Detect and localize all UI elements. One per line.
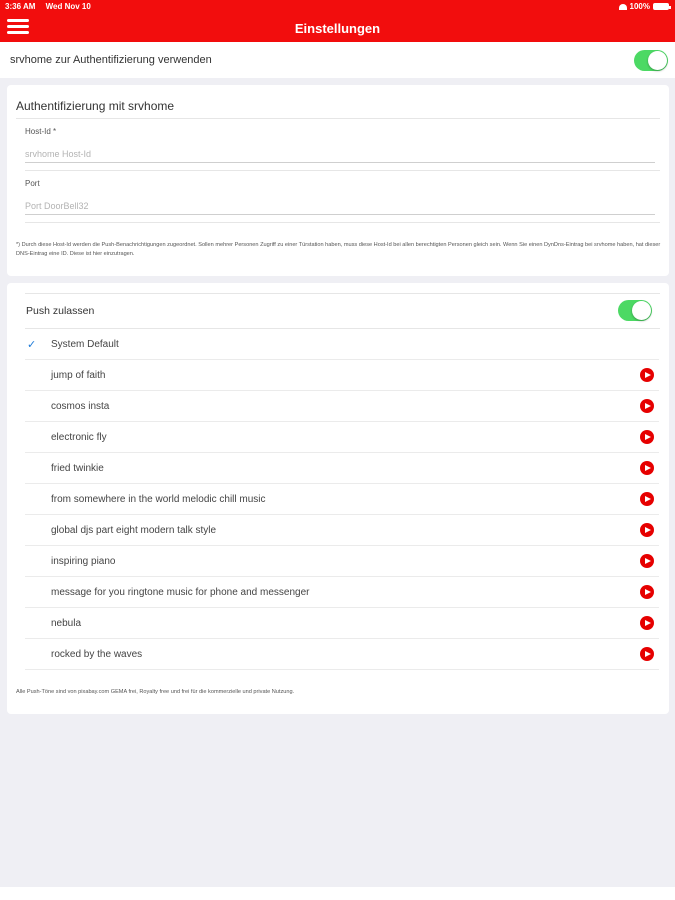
play-icon[interactable] bbox=[640, 461, 654, 475]
host-id-label: Host-Id * bbox=[25, 127, 57, 136]
host-id-footnote: *) Durch diese Host-Id werden die Push-Benachrichtigungen zugeordnet. Sollen mehrer Personen Zugriff zu einer Türstation haben, muss diese Host-Id bei allen berechtigten Personen gleich sein. Wenn Sie einen DynDns-Eintrag bei srvhome haben, hat dieser DNS-Eintrag eine ID. Diese ist hier einzutragen. bbox=[16, 242, 661, 257]
sound-row[interactable] bbox=[25, 360, 659, 391]
sound-row[interactable] bbox=[25, 639, 659, 670]
play-icon[interactable] bbox=[640, 647, 654, 661]
play-icon[interactable] bbox=[640, 585, 654, 599]
push-allow-label: Push zulassen bbox=[26, 305, 95, 317]
sound-name: inspiring piano bbox=[51, 556, 116, 567]
port-input[interactable] bbox=[25, 197, 655, 215]
auth-section-title: Authentifizierung mit srvhome bbox=[16, 99, 175, 113]
divider bbox=[16, 118, 660, 119]
battery-icon bbox=[653, 3, 669, 10]
sound-name: from somewhere in the world melodic chill music bbox=[51, 494, 266, 505]
auth-toggle-row bbox=[0, 42, 675, 78]
battery-percent: 100% bbox=[629, 2, 650, 11]
status-bar bbox=[5, 2, 99, 11]
sound-name: cosmos insta bbox=[51, 401, 110, 412]
play-icon[interactable] bbox=[640, 368, 654, 382]
app-header bbox=[0, 0, 675, 42]
divider bbox=[25, 222, 660, 223]
play-icon[interactable] bbox=[640, 492, 654, 506]
sound-name: electronic fly bbox=[51, 432, 107, 443]
play-icon[interactable] bbox=[640, 523, 654, 537]
sound-name: System Default bbox=[51, 339, 119, 350]
host-id-input[interactable] bbox=[25, 145, 655, 163]
divider bbox=[25, 170, 660, 171]
sounds-credit: Alle Push-Töne sind von pixabay.com GEMA frei, Royalty free und frei für die kommerzielle und private Nutzung. bbox=[16, 689, 295, 695]
checkmark-icon: ✓ bbox=[27, 339, 37, 351]
play-icon[interactable] bbox=[640, 430, 654, 444]
wifi-icon bbox=[619, 4, 627, 10]
sound-name: rocked by the waves bbox=[51, 649, 143, 660]
status-date: Wed Nov 10 bbox=[45, 2, 91, 11]
divider bbox=[25, 293, 660, 294]
auth-card bbox=[7, 85, 669, 276]
status-time: 3:36 AM bbox=[5, 2, 36, 11]
push-toggle[interactable] bbox=[618, 300, 652, 321]
sound-row[interactable] bbox=[25, 484, 659, 515]
sound-name: fried twinkie bbox=[51, 463, 104, 474]
sound-row[interactable] bbox=[25, 608, 659, 639]
sound-row[interactable] bbox=[25, 515, 659, 546]
sound-row[interactable] bbox=[25, 546, 659, 577]
sound-row-default[interactable] bbox=[25, 329, 659, 360]
status-indicators bbox=[619, 2, 669, 11]
port-label: Port bbox=[25, 179, 40, 188]
sound-name: message for you ringtone music for phone and messenger bbox=[51, 587, 310, 598]
auth-toggle[interactable] bbox=[634, 50, 668, 71]
play-icon[interactable] bbox=[640, 616, 654, 630]
play-icon[interactable] bbox=[640, 399, 654, 413]
page-title: Einstellungen bbox=[294, 21, 381, 36]
play-icon[interactable] bbox=[640, 554, 654, 568]
auth-toggle-label: srvhome zur Authentifizierung verwenden bbox=[10, 54, 212, 66]
sound-row[interactable] bbox=[25, 391, 659, 422]
push-card bbox=[7, 283, 669, 714]
sound-name: nebula bbox=[51, 618, 82, 629]
sound-row[interactable] bbox=[25, 422, 659, 453]
sound-name: jump of faith bbox=[51, 370, 106, 381]
sound-name: global djs part eight modern talk style bbox=[51, 525, 217, 536]
sound-row[interactable] bbox=[25, 577, 659, 608]
sound-row[interactable] bbox=[25, 453, 659, 484]
